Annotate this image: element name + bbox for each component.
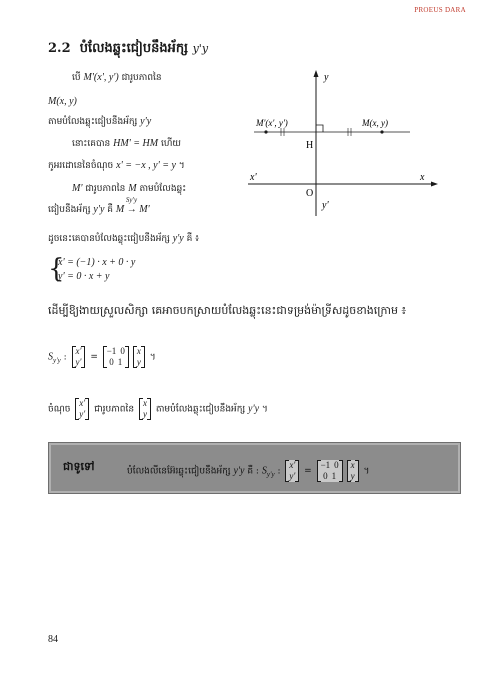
equals: = bbox=[304, 466, 312, 477]
matrix-row bbox=[107, 346, 125, 357]
text: ហើយ bbox=[160, 139, 181, 149]
vector-source bbox=[347, 460, 359, 482]
text: តាមបំលែងឆ្លុះជៀបនឹងអ័ក្ស bbox=[155, 404, 246, 415]
text: ជារូបភាពនៃ bbox=[85, 184, 126, 194]
text: បំលែងលីនេអ៊ែរឆ្លុះជៀបនឹងអ័ក្ស bbox=[127, 466, 231, 477]
text: តាមបំលែងឆ្លុះជៀបនឹងអ័ក្ស bbox=[48, 117, 138, 127]
cell: 0 bbox=[109, 357, 114, 367]
math: M bbox=[128, 183, 137, 194]
math: M(x, y) bbox=[48, 96, 77, 107]
math: y'y bbox=[233, 465, 245, 477]
cell: 0 bbox=[323, 471, 328, 481]
text: ជារូបភាពនៃ bbox=[121, 73, 162, 83]
vector-source bbox=[139, 398, 151, 420]
body-line-7 bbox=[48, 196, 150, 217]
matrix-row bbox=[321, 471, 339, 482]
label-m: M(x, y) bbox=[362, 118, 388, 128]
text: តាមបំលែងឆ្លុះ bbox=[139, 184, 187, 194]
body-line-8 bbox=[48, 233, 199, 246]
math: x' = −x , y' = y bbox=[116, 160, 176, 171]
period: ។ bbox=[363, 466, 370, 477]
cell: y bbox=[350, 471, 355, 481]
body-line-4 bbox=[72, 138, 181, 151]
matrix-row bbox=[107, 357, 125, 368]
cell: 0 bbox=[120, 346, 125, 356]
math-sub: y'y bbox=[266, 470, 275, 479]
right-angle-mark bbox=[316, 125, 323, 132]
point-m bbox=[380, 130, 383, 133]
equation-system bbox=[48, 256, 135, 284]
x-axis-arrow bbox=[431, 182, 438, 187]
text: ។ bbox=[178, 161, 185, 171]
text: ដូចនេះគេបានបំលែងឆ្លុះជៀបនឹងអ័ក្ស bbox=[48, 234, 170, 244]
matrix-equation bbox=[48, 346, 156, 368]
text: គឺ ៖ bbox=[186, 234, 200, 244]
point-sentence bbox=[48, 398, 268, 420]
cell: x' bbox=[75, 346, 82, 356]
section-number: 2.2 bbox=[48, 41, 71, 56]
section-title bbox=[48, 40, 208, 59]
body-line-2 bbox=[48, 96, 77, 107]
transformation-matrix bbox=[103, 346, 129, 368]
text: ចំណុច bbox=[48, 404, 71, 415]
cell: −1 bbox=[106, 346, 117, 356]
vector-image bbox=[72, 346, 86, 368]
point-mprime bbox=[264, 130, 267, 133]
vector-image bbox=[285, 460, 299, 482]
cell: x' bbox=[289, 460, 296, 470]
system-line-1: x' = (−1) · x + 0 · y bbox=[58, 257, 136, 268]
header-tag: PROEUS DARA bbox=[414, 6, 466, 14]
math: M' bbox=[72, 183, 83, 194]
cell: 0 bbox=[334, 460, 339, 470]
reflection-figure bbox=[244, 68, 440, 220]
page-number: 84 bbox=[48, 634, 58, 645]
cell: 1 bbox=[117, 357, 123, 367]
matrix-intro-paragraph: ដើម្បីឱ្យងាយស្រួលសិក្សា គេអាចបកស្រាយបំលែងឆ្លុះនេះជាទម្រង់ម៉ាទ្រីសដូចខាងក្រោម ៖ bbox=[48, 304, 407, 317]
text: កូអរដោនេនៃចំណុច bbox=[48, 161, 114, 171]
vector-source bbox=[133, 346, 145, 368]
cell: x bbox=[136, 346, 141, 356]
text: ជារូបភាពនៃ bbox=[94, 404, 135, 415]
label-xprime: x' bbox=[250, 172, 257, 183]
math: M'(x', y') bbox=[83, 72, 119, 83]
cell: −1 bbox=[320, 460, 331, 470]
cell: y' bbox=[289, 471, 296, 481]
math-map bbox=[115, 196, 150, 215]
period: ។ bbox=[149, 352, 156, 363]
body-line-5 bbox=[48, 160, 185, 173]
cell: y bbox=[136, 357, 141, 367]
cell: x' bbox=[79, 398, 86, 408]
matrix-row bbox=[321, 460, 339, 471]
cell: 1 bbox=[331, 471, 337, 481]
colon: : bbox=[63, 352, 67, 363]
label-yprime: y' bbox=[322, 200, 329, 211]
text: ជៀបនឹងអ័ក្ស bbox=[48, 205, 91, 215]
transformation-matrix bbox=[317, 460, 343, 482]
system-line-2: y' = 0 · x + y bbox=[58, 271, 110, 282]
text: គឺ : bbox=[247, 466, 259, 477]
text: បើ bbox=[72, 73, 81, 83]
label-h: H bbox=[306, 140, 314, 151]
vector-image bbox=[75, 398, 89, 420]
label-origin: O bbox=[306, 188, 314, 199]
body-line-3 bbox=[48, 116, 151, 129]
text: ។ bbox=[261, 404, 268, 415]
math: y'y bbox=[172, 233, 184, 244]
body-line-1 bbox=[72, 72, 162, 85]
label-x: x bbox=[420, 172, 425, 183]
cell: x bbox=[350, 460, 355, 470]
equals: = bbox=[90, 352, 98, 363]
cell: y' bbox=[79, 409, 86, 419]
cell: x bbox=[142, 398, 147, 408]
math: y'y bbox=[248, 403, 260, 415]
remember-box bbox=[48, 442, 461, 494]
y-axis-arrow bbox=[314, 70, 319, 77]
section-title-text: បំលែងឆ្លុះជៀបនឹងអ័ក្ស bbox=[79, 41, 189, 56]
text: គឺ bbox=[107, 205, 113, 215]
label-mprime: M'(x', y') bbox=[256, 118, 288, 128]
remember-label: ជាទូទៅ bbox=[63, 460, 95, 473]
math: S bbox=[48, 351, 53, 363]
math: HM' = HM bbox=[113, 138, 159, 149]
map-superscript: Sy'y bbox=[125, 196, 138, 204]
math-sub: y'y bbox=[53, 356, 61, 365]
math: y'y bbox=[93, 204, 105, 215]
cell: y bbox=[142, 409, 147, 419]
math: y'y bbox=[140, 116, 152, 127]
remember-text bbox=[127, 460, 369, 482]
text: នោះគេបាន bbox=[72, 139, 111, 149]
colon: : bbox=[277, 466, 281, 477]
map-expression: M → M' bbox=[115, 204, 150, 215]
brace: { bbox=[48, 254, 65, 284]
math: S bbox=[261, 465, 267, 477]
section-axis: y'y bbox=[192, 42, 209, 55]
label-y: y bbox=[324, 72, 329, 83]
body-line-6 bbox=[72, 183, 186, 196]
cell: y' bbox=[75, 357, 82, 367]
